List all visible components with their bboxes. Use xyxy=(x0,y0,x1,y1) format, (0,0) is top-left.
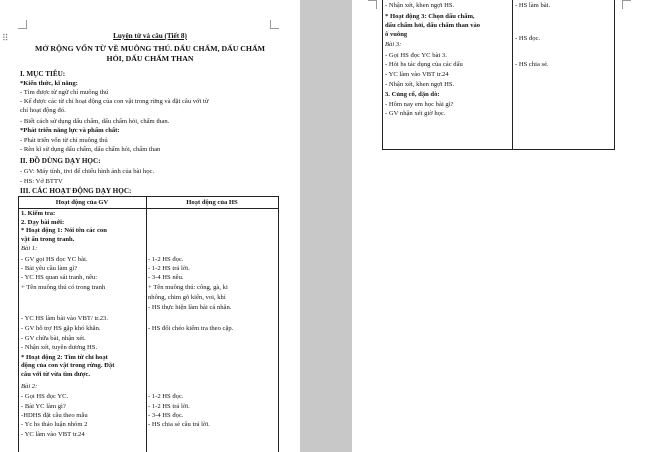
table-cell-line: nhông, chim gõ kiến, voi, khỉ xyxy=(148,294,226,301)
subheading-competence: *Phát triển năng lực và phẩm chất: xyxy=(20,127,120,134)
margin-corner-mark xyxy=(622,0,631,9)
objective-line: - Kể được các từ chỉ hoạt động của con vật trong rừng và đặt câu với từ xyxy=(20,98,209,105)
table-cell-line: - Nhận xét, tuyên dương HS. xyxy=(21,344,98,351)
table-cell-line: - Hôm nay em học bài gì? xyxy=(385,101,454,108)
table-cell-line: - YC HS quan sát tranh, nêu: xyxy=(21,274,98,281)
table-cell-line: - GV gọi HS đọc YC bài. xyxy=(21,256,88,263)
document-page-1 xyxy=(0,0,300,452)
subheading-knowledge: *Kiến thức, kĩ năng: xyxy=(20,80,78,87)
table-border xyxy=(512,0,513,150)
table-cell-line: * Hoạt động 3: Chọn dấu chấm, xyxy=(385,13,475,20)
margin-corner-mark xyxy=(18,20,27,29)
table-border xyxy=(382,149,615,150)
table-cell-line: - 3-4 HS nêu. xyxy=(148,274,184,281)
table-cell-line: Bài 2: xyxy=(21,383,38,390)
table-cell-line: - GV hỗ trợ HS gặp khó khăn. xyxy=(21,325,101,332)
table-cell-line: - Gọi HS đọc YC. xyxy=(21,393,69,400)
table-cell-line: - HS đổi chéo kiểm tra theo cặp. xyxy=(148,325,234,332)
objective-line: chỉ hoạt động đó. xyxy=(20,107,66,114)
table-cell-line: - GV chữa bài, nhận xét. xyxy=(21,335,86,342)
section-heading-activities: III. CÁC HOẠT ĐỘNG DẠY HỌC: xyxy=(20,187,132,195)
table-cell-line: 3. Củng cố, dặn dò: xyxy=(385,91,440,98)
column-header-teacher: Hoạt động của GV xyxy=(55,199,109,206)
table-border xyxy=(18,196,279,197)
table-border xyxy=(382,0,383,150)
table-cell-line: động của con vật trong rừng. Đặt xyxy=(21,362,115,369)
table-border xyxy=(614,0,615,150)
table-cell-line: - HS thực hiện làm bài cá nhân. xyxy=(148,304,232,311)
lesson-heading: Luyện từ và câu (Tiết 8) xyxy=(113,32,187,40)
table-cell-line: ô vuông xyxy=(385,31,408,38)
table-cell-line: dấu chấm hỏi, dấu chấm than vào xyxy=(385,22,481,29)
drag-handle-icon[interactable]: ⠿ xyxy=(2,33,9,43)
table-border xyxy=(278,196,279,452)
table-cell-line: - Bài yêu cầu làm gì? xyxy=(21,265,78,272)
table-cell-line: + Tên muông thú có trong tranh xyxy=(21,284,106,291)
table-cell-line: - 1-2 HS đọc. xyxy=(148,393,184,400)
margin-corner-mark xyxy=(368,0,377,9)
table-cell-line: - HS đọc. xyxy=(515,35,541,42)
lesson-title-line-2: HỎI, DẤU CHẤM THAN xyxy=(106,54,194,63)
objective-line: - Biết cách sử dụng dấu chấm, dấu chấm hỏi, chấm than. xyxy=(20,118,170,125)
table-cell-line: + Tên muông thú: công, gà, ki xyxy=(148,284,228,291)
table-cell-line: - Nhận xét, khen ngợi HS. xyxy=(385,81,455,88)
document-page-2 xyxy=(352,0,650,452)
table-cell-line: Bài 3: xyxy=(385,41,402,48)
table-cell-line: - YC làm vào VBT tr.24 xyxy=(385,71,449,78)
table-cell-line: - 1-2 HS trả lời. xyxy=(148,403,190,410)
table-border xyxy=(18,208,279,209)
table-cell-line: * Hoạt động 1: Nói tên các con xyxy=(21,227,107,234)
table-cell-line: * Hoạt động 2: Tìm từ chỉ hoạt xyxy=(21,354,108,361)
table-cell-line: - Bài YC làm gì? xyxy=(21,403,66,410)
table-cell-line: - Hỏi hs tác dụng của các dấu xyxy=(385,61,463,68)
objective-line: - Phát triển vốn từ chỉ muông thú xyxy=(20,137,108,144)
table-cell-line: - YC làm vào VBT tr.24 xyxy=(21,431,85,438)
margin-corner-mark xyxy=(270,20,279,29)
objective-line: - Tìm được từ ngữ chỉ muông thú xyxy=(20,89,109,96)
materials-line: - GV: Máy tính, tivi để chiếu hình ảnh của bài học. xyxy=(20,168,155,175)
table-cell-line: 1. Kiểm tra: xyxy=(21,210,56,217)
table-cell-line: 2. Dạy bài mới: xyxy=(21,219,65,226)
table-cell-line: - 1-2 HS đọc. xyxy=(148,256,184,263)
table-cell-line: - HS chia sẻ câu trả lời. xyxy=(148,421,210,428)
table-cell-line: Bài 1: xyxy=(21,245,38,252)
table-border xyxy=(18,196,19,452)
table-cell-line: - YC HS làm bài vào VBT/ tr.23. xyxy=(21,315,108,322)
table-border xyxy=(146,196,147,452)
lesson-title-line-1: MỞ RỘNG VỐN TỪ VỀ MUÔNG THÚ. DẤU CHẤM, DẤU CHẤM xyxy=(34,44,265,53)
section-heading-materials: II. ĐỒ DÙNG DẠY HỌC: xyxy=(20,157,101,165)
table-cell-line: câu với từ vừa tìm được. xyxy=(21,371,90,378)
table-cell-line: - HS làm bài. xyxy=(515,2,551,9)
table-cell-line: - GV nhận xét giờ học. xyxy=(385,110,446,117)
objective-line: - Rèn kĩ sử dụng dấu chấm, dấu chấm hỏi, chấm than xyxy=(20,146,161,153)
table-cell-line: vật ẩn trong tranh. xyxy=(21,236,75,243)
table-cell-line: - HS chia sẻ. xyxy=(515,61,549,68)
table-cell-line: - 3-4 HS đọc. xyxy=(148,412,184,419)
table-cell-line: - Nhận xét, khen ngợi HS. xyxy=(385,2,455,9)
section-heading-objectives: I. MỤC TIÊU: xyxy=(20,70,66,78)
table-cell-line: - 1-2 HS trả lời. xyxy=(148,265,190,272)
table-cell-line: - Gọi HS đọc YC bài 3. xyxy=(385,52,447,59)
table-cell-line: - Yc hs thảo luận nhóm 2 xyxy=(21,421,88,428)
table-cell-line: -HDHS đặt câu theo mẫu xyxy=(21,412,88,419)
materials-line: - HS: Vở BTTV xyxy=(20,178,63,185)
column-header-student: Hoạt động của HS xyxy=(186,199,238,206)
